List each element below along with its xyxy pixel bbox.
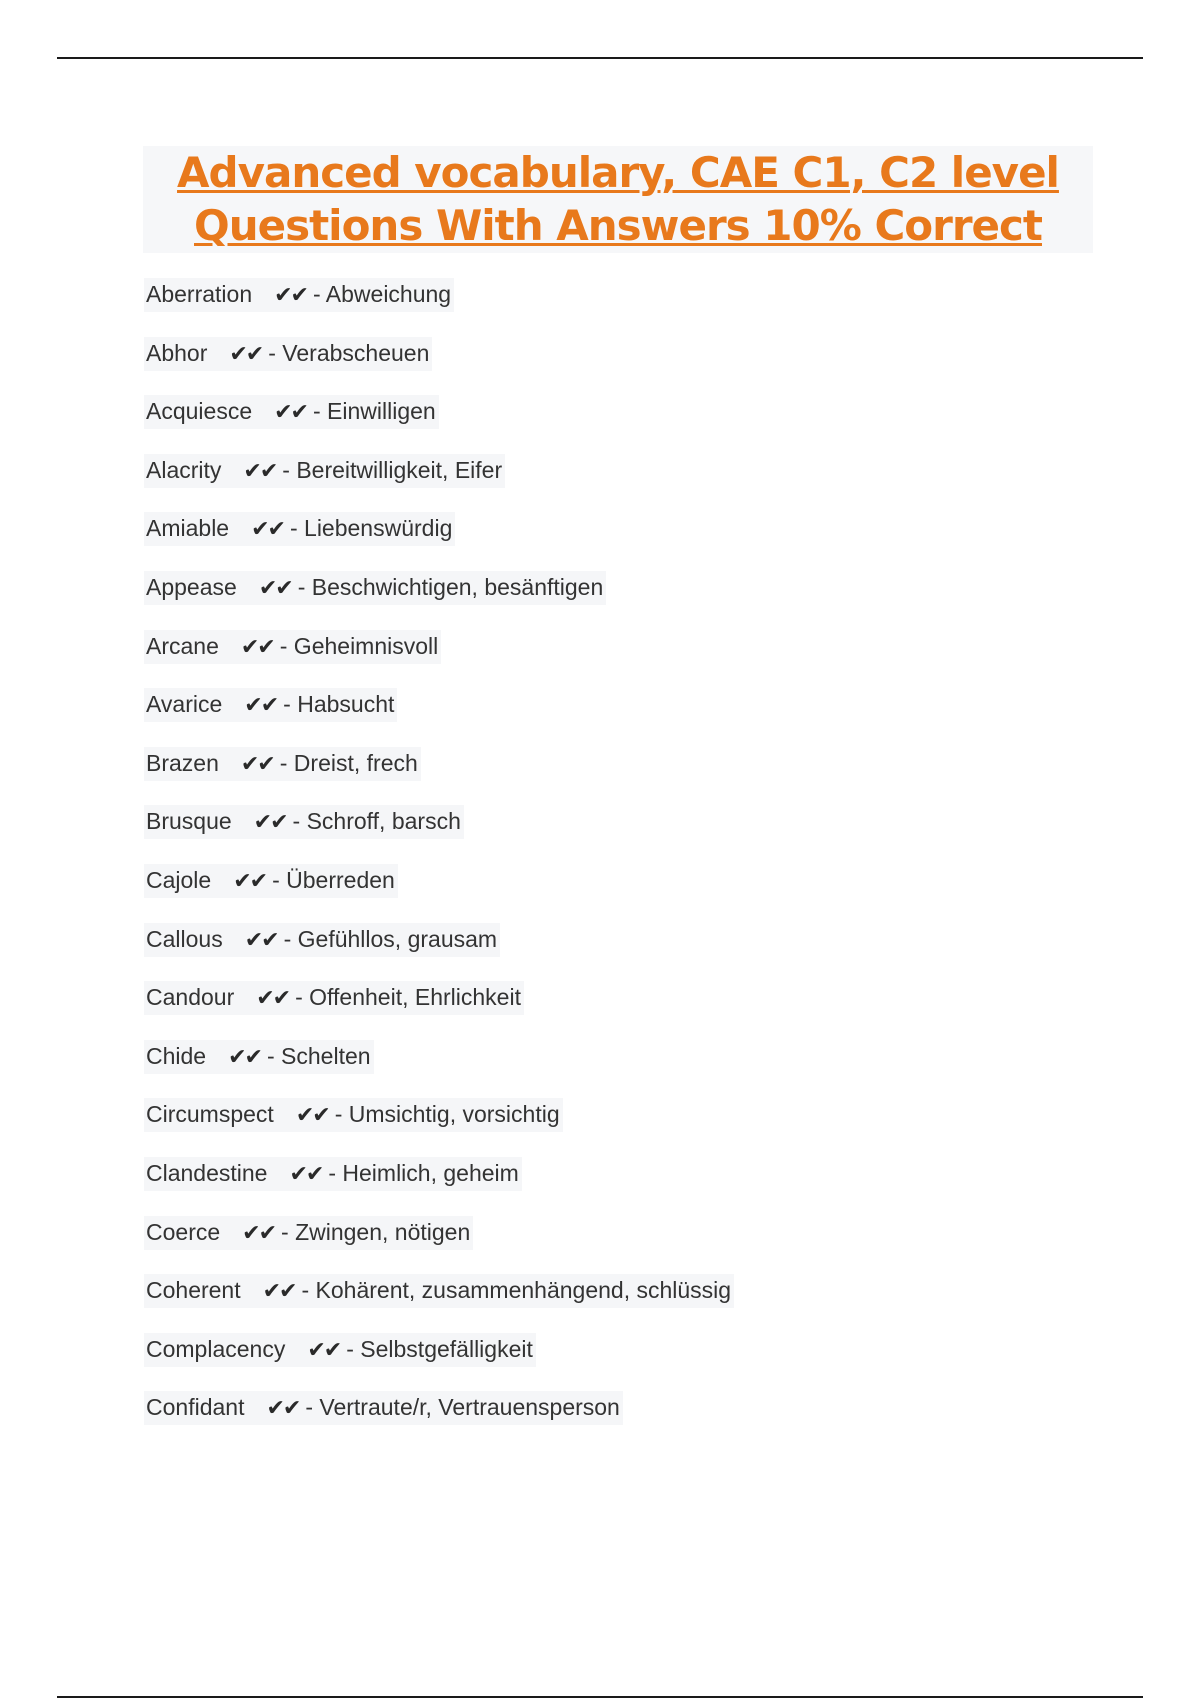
vocabulary-list [144, 278, 734, 1450]
term: Cajole [146, 866, 212, 893]
double-check-icon: ✔✔ [240, 634, 274, 660]
term: Clandestine [146, 1159, 268, 1186]
term: Arcane [146, 632, 219, 659]
list-item [144, 630, 734, 689]
term: Brazen [146, 749, 219, 776]
double-check-icon: ✔✔ [244, 693, 278, 719]
term: Chide [146, 1042, 207, 1069]
list-item [144, 864, 734, 923]
term: Coherent [146, 1277, 241, 1304]
double-check-icon: ✔✔ [262, 1279, 296, 1305]
double-check-icon: ✔✔ [307, 1337, 341, 1363]
term: Circumspect [146, 1101, 274, 1128]
double-check-icon: ✔✔ [228, 1044, 261, 1070]
double-check-icon: ✔✔ [274, 400, 307, 426]
term: Abhor [146, 339, 208, 366]
list-item [144, 805, 734, 864]
definition: - Vertraute/r, Vertrauensperson [305, 1394, 620, 1421]
definition: - Einwilligen [313, 398, 436, 425]
term: Brusque [146, 808, 232, 835]
list-item [144, 1216, 734, 1275]
definition: - Kohärent, zusammenhängend, schlüssig [301, 1277, 732, 1304]
list-item [144, 395, 734, 454]
definition: - Heimlich, geheim [328, 1159, 519, 1186]
double-check-icon: ✔✔ [295, 1103, 329, 1129]
definition: - Beschwichtigen, besänftigen [297, 573, 604, 600]
term: Callous [146, 925, 223, 952]
document-title [143, 146, 1093, 253]
double-check-icon: ✔✔ [274, 283, 307, 308]
list-item [144, 1274, 734, 1333]
definition: - Verabscheuen [268, 339, 430, 366]
term: Complacency [146, 1335, 286, 1362]
double-check-icon: ✔✔ [240, 751, 274, 777]
list-item [144, 981, 734, 1040]
list-item [144, 1333, 734, 1392]
definition: - Schroff, barsch [292, 808, 461, 835]
definition: - Überreden [272, 866, 395, 893]
list-item [144, 688, 734, 747]
title-line-1: Advanced vocabulary, CAE C1, C2 level [177, 148, 1059, 197]
list-item [144, 278, 734, 337]
term: Confidant [146, 1394, 245, 1421]
footer-rule [57, 1696, 1143, 1698]
definition: - Umsichtig, vorsichtig [334, 1101, 560, 1128]
title-line-2: Questions With Answers 10% Correct [194, 201, 1042, 250]
double-check-icon: ✔✔ [229, 341, 263, 367]
list-item [144, 512, 734, 571]
definition: - Gefühllos, grausam [283, 925, 498, 952]
term: Alacrity [146, 456, 222, 483]
definition: - Schelten [266, 1042, 371, 1069]
double-check-icon: ✔✔ [242, 1220, 276, 1246]
double-check-icon: ✔✔ [266, 1396, 300, 1422]
definition: - Dreist, frech [279, 749, 418, 776]
definition: - Abweichung [313, 281, 452, 307]
definition: - Bereitwilligkeit, Eifer [282, 456, 503, 483]
double-check-icon: ✔✔ [251, 517, 284, 543]
list-item [144, 454, 734, 513]
double-check-icon: ✔✔ [258, 575, 292, 601]
list-item [144, 923, 734, 982]
double-check-icon: ✔✔ [243, 458, 277, 484]
double-check-icon: ✔✔ [256, 986, 290, 1012]
definition: - Offenheit, Ehrlichkeit [295, 984, 521, 1011]
term: Amiable [146, 515, 230, 542]
term: Candour [146, 984, 235, 1011]
definition: - Habsucht [283, 691, 395, 718]
definition: - Geheimnisvoll [279, 632, 439, 659]
term: Coerce [146, 1218, 221, 1245]
double-check-icon: ✔✔ [233, 868, 267, 894]
list-item [144, 571, 734, 630]
definition: - Liebenswürdig [289, 515, 453, 542]
list-item [144, 1040, 734, 1099]
list-item [144, 747, 734, 806]
double-check-icon: ✔✔ [289, 1161, 323, 1187]
list-item [144, 1391, 734, 1450]
definition: - Zwingen, nötigen [281, 1218, 471, 1245]
term: Aberration [146, 281, 253, 307]
definition: - Selbstgefälligkeit [346, 1335, 533, 1362]
list-item [144, 337, 734, 396]
term: Avarice [146, 691, 223, 718]
double-check-icon: ✔✔ [253, 810, 287, 836]
term: Appease [146, 573, 237, 600]
list-item [144, 1098, 734, 1157]
term: Acquiesce [146, 398, 253, 425]
list-item [144, 1157, 734, 1216]
double-check-icon: ✔✔ [244, 927, 278, 953]
header-rule [57, 57, 1143, 59]
